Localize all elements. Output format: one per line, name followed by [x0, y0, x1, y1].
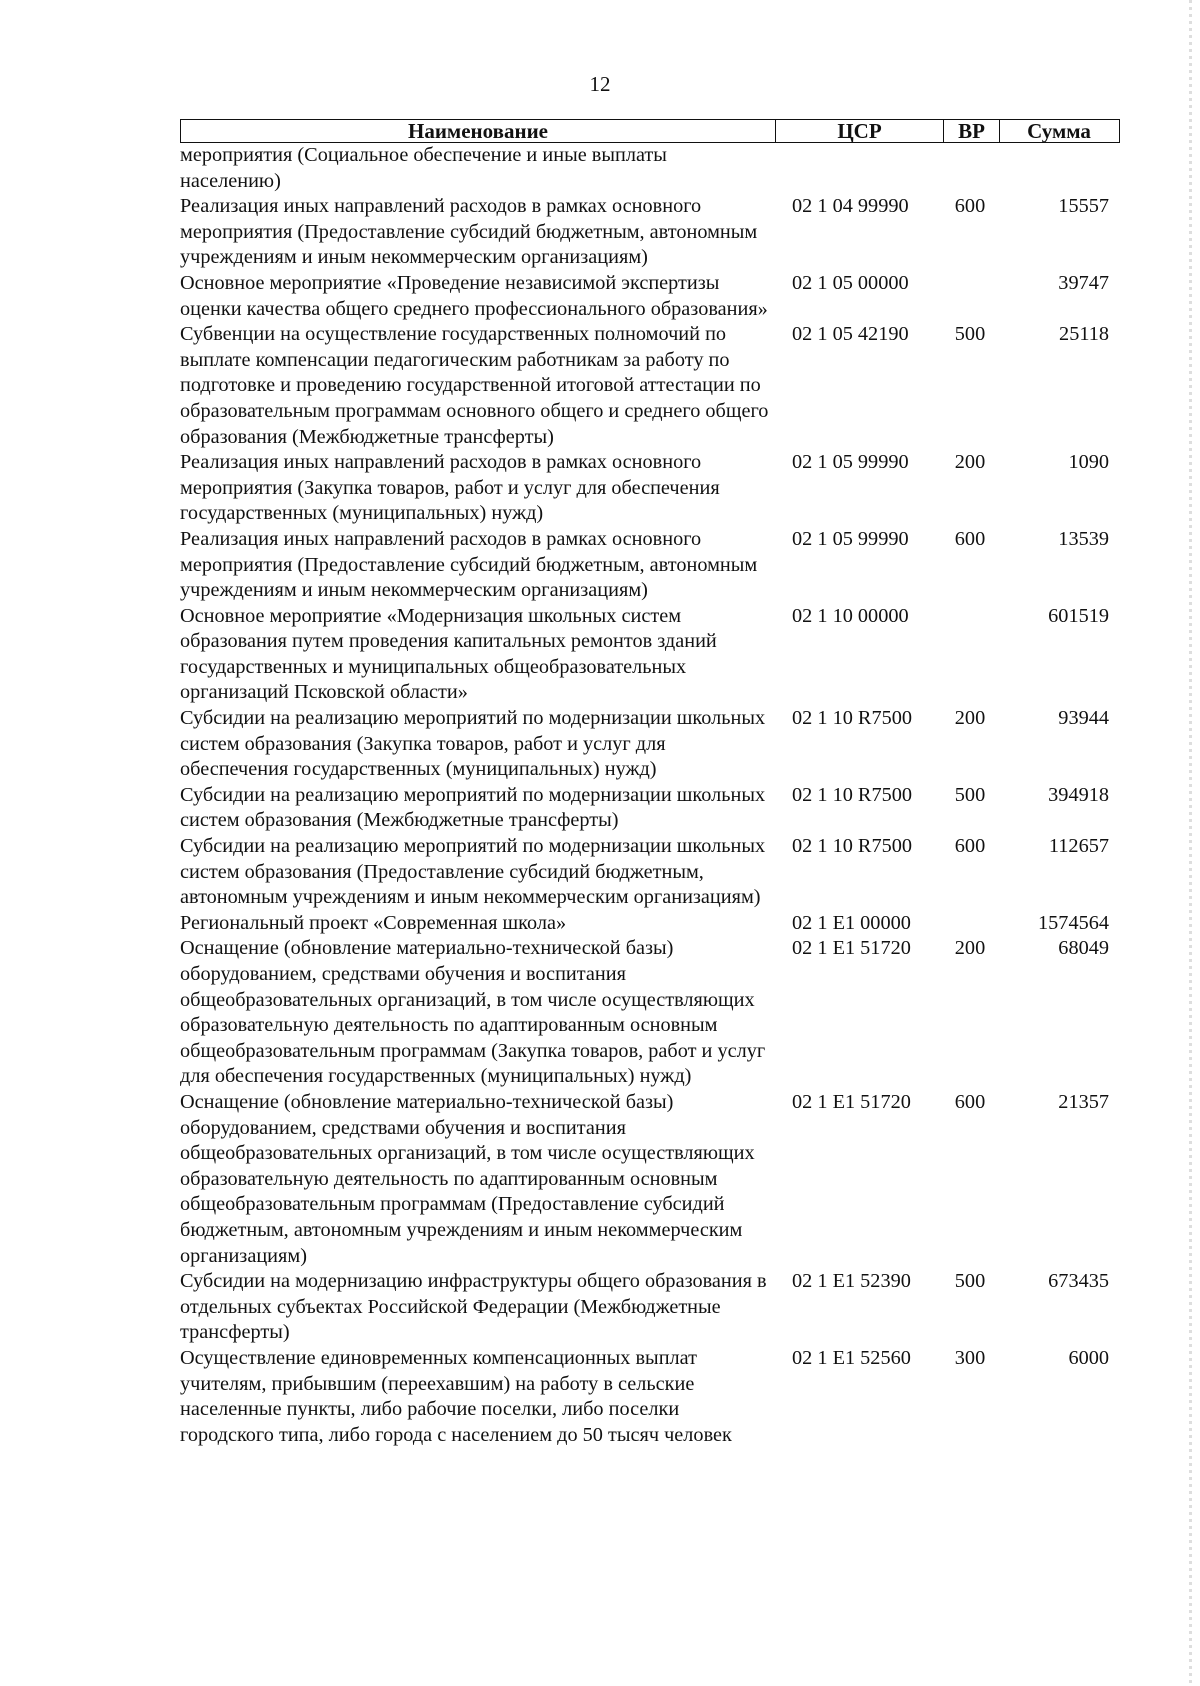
table-row — [180, 1346, 1120, 1448]
row-csr: 02 1 E1 52390 — [792, 1270, 911, 1293]
row-name: Оснащение (обновление материально-технической базы) оборудованием, средствами обучения и воспитания общеобразовательных организаций, в том числе осуществляющих образовательную деятельность по адаптированным основным общеобразовательным программам (Закупка товаров, работ и услуг для обеспечения государственных (муниципальных) нужд) — [180, 937, 766, 1088]
row-vr — [942, 604, 998, 706]
header-name: Наименование — [408, 119, 548, 143]
row-csr: 02 1 05 42190 — [792, 323, 909, 346]
table-row — [180, 322, 1120, 450]
row-sum: 13539 — [1058, 527, 1109, 550]
table-row — [180, 604, 1120, 706]
row-csr: 02 1 05 00000 — [792, 271, 909, 294]
row-name: Субсидии на реализацию мероприятий по модернизации школьных систем образования (Предоставление субсидий бюджетным, автономным учреждениям и иным некоммерческим организациям) — [180, 835, 766, 909]
row-vr — [942, 271, 998, 322]
row-vr: 300 — [954, 1346, 986, 1369]
row-vr — [942, 911, 998, 937]
row-sum: 21357 — [1058, 1090, 1109, 1113]
table-body — [180, 143, 1120, 1448]
budget-table — [180, 119, 1120, 1448]
table-row — [180, 1090, 1120, 1269]
table-row — [180, 783, 1120, 834]
row-name: мероприятия (Социальное обеспечение и иные выплаты населению) — [180, 144, 667, 192]
row-vr: 600 — [954, 527, 986, 550]
row-vr: 600 — [954, 1090, 986, 1113]
row-vr: 600 — [954, 835, 986, 858]
row-sum: 112657 — [1048, 835, 1109, 858]
table-row — [180, 194, 1120, 271]
table-row — [180, 1269, 1120, 1346]
row-sum: 1574564 — [1038, 911, 1109, 934]
row-csr: 02 1 10 00000 — [792, 604, 909, 627]
table-header — [180, 119, 1120, 143]
row-sum: 25118 — [1059, 323, 1109, 346]
row-sum: 6000 — [1068, 1346, 1109, 1369]
row-sum — [998, 143, 1117, 194]
row-csr: 02 1 05 99990 — [792, 527, 909, 550]
row-sum: 601519 — [1048, 604, 1109, 627]
table-row — [180, 834, 1120, 911]
row-name: Реализация иных направлений расходов в рамках основного мероприятия (Предоставление субсидий бюджетным, автономным учреждениям и иным некоммерческим организациям) — [180, 527, 758, 602]
row-name: Реализация иных направлений расходов в рамках основного мероприятия (Закупка товаров, работ и услуг для обеспечения государственных (муниципальных) нужд) — [180, 451, 720, 525]
row-vr: 500 — [954, 323, 986, 346]
row-name: Осуществление единовременных компенсационных выплат учителям, прибывшим (переехавшим) на работу в сельские населенные пункты, либо рабочие поселки, либо поселки городского типа, либо города с населением до 50 тысяч человек — [180, 1346, 732, 1446]
row-sum: 39747 — [1058, 271, 1109, 294]
header-sum: Сумма — [999, 120, 1118, 142]
row-name: Субсидии на реализацию мероприятий по модернизации школьных систем образования (Межбюджетные трансферты) — [180, 783, 766, 832]
row-vr: 200 — [954, 937, 986, 960]
row-sum: 1090 — [1068, 451, 1109, 474]
row-vr: 500 — [954, 783, 986, 806]
row-name: Субвенции на осуществление государственных полномочий по выплате компенсации педагогическим работникам за работу по подготовке и проведению государственной итоговой аттестации по образовательным программам основного общего и среднего общего образования (Межбюджетные трансферты) — [180, 323, 769, 448]
row-csr: 02 1 E1 00000 — [792, 911, 911, 934]
row-csr: 02 1 E1 52560 — [792, 1346, 911, 1369]
row-vr: 200 — [954, 451, 986, 474]
row-csr: 02 1 E1 51720 — [792, 1090, 911, 1113]
row-csr — [774, 143, 942, 194]
row-sum: 93944 — [1058, 707, 1109, 730]
row-name: Реализация иных направлений расходов в рамках основного мероприятия (Предоставление субсидий бюджетным, автономным учреждениям и иным некоммерческим организациям) — [180, 195, 758, 269]
table-row — [180, 143, 1120, 194]
table-row — [180, 527, 1120, 604]
row-sum: 15557 — [1058, 195, 1109, 218]
scan-edge — [1189, 0, 1192, 1686]
table-row — [180, 271, 1120, 322]
row-name: Основное мероприятие «Модернизация школьных систем образования путем проведения капитальных ремонтов зданий государственных и муниципальных общеобразовательных организаций Псковской области» — [180, 604, 717, 704]
row-name: Субсидии на реализацию мероприятий по модернизации школьных систем образования (Закупка товаров, работ и услуг для обеспечения государственных (муниципальных) нужд) — [180, 707, 766, 781]
row-name: Оснащение (обновление материально-технической базы) оборудованием, средствами обучения и воспитания общеобразовательных организаций, в том числе осуществляющих образовательную деятельность по адаптированным основным общеобразовательным программам (Предоставление субсидий бюджетным, автономным учреждениям и иным некоммерческим организациям) — [180, 1090, 755, 1267]
row-sum: 68049 — [1058, 937, 1109, 960]
row-csr: 02 1 04 99990 — [792, 195, 909, 218]
row-vr: 500 — [954, 1270, 986, 1293]
table-row — [180, 911, 1120, 937]
row-csr: 02 1 05 99990 — [792, 451, 909, 474]
row-sum: 394918 — [1048, 783, 1109, 806]
row-name: Субсидии на модернизацию инфраструктуры общего образования в отдельных субъектах Российской Федерации (Межбюджетные трансферты) — [180, 1270, 767, 1344]
row-name: Основное мероприятие «Проведение независимой экспертизы оценки качества общего среднего профессионального образования» — [180, 271, 768, 320]
row-sum: 673435 — [1048, 1270, 1109, 1293]
row-vr: 600 — [954, 195, 986, 218]
table-row — [180, 936, 1120, 1090]
row-csr: 02 1 10 R7500 — [792, 707, 913, 730]
row-csr: 02 1 10 R7500 — [792, 783, 913, 806]
row-vr: 200 — [954, 707, 986, 730]
row-vr — [942, 143, 998, 194]
header-csr: ЦСР — [775, 120, 943, 142]
row-name: Региональный проект «Современная школа» — [180, 911, 567, 934]
header-vr: ВР — [943, 120, 999, 142]
page-number: 12 — [589, 72, 611, 96]
table-row — [180, 706, 1120, 783]
row-csr: 02 1 10 R7500 — [792, 835, 913, 858]
table-row — [180, 450, 1120, 527]
row-csr: 02 1 E1 51720 — [792, 937, 911, 960]
